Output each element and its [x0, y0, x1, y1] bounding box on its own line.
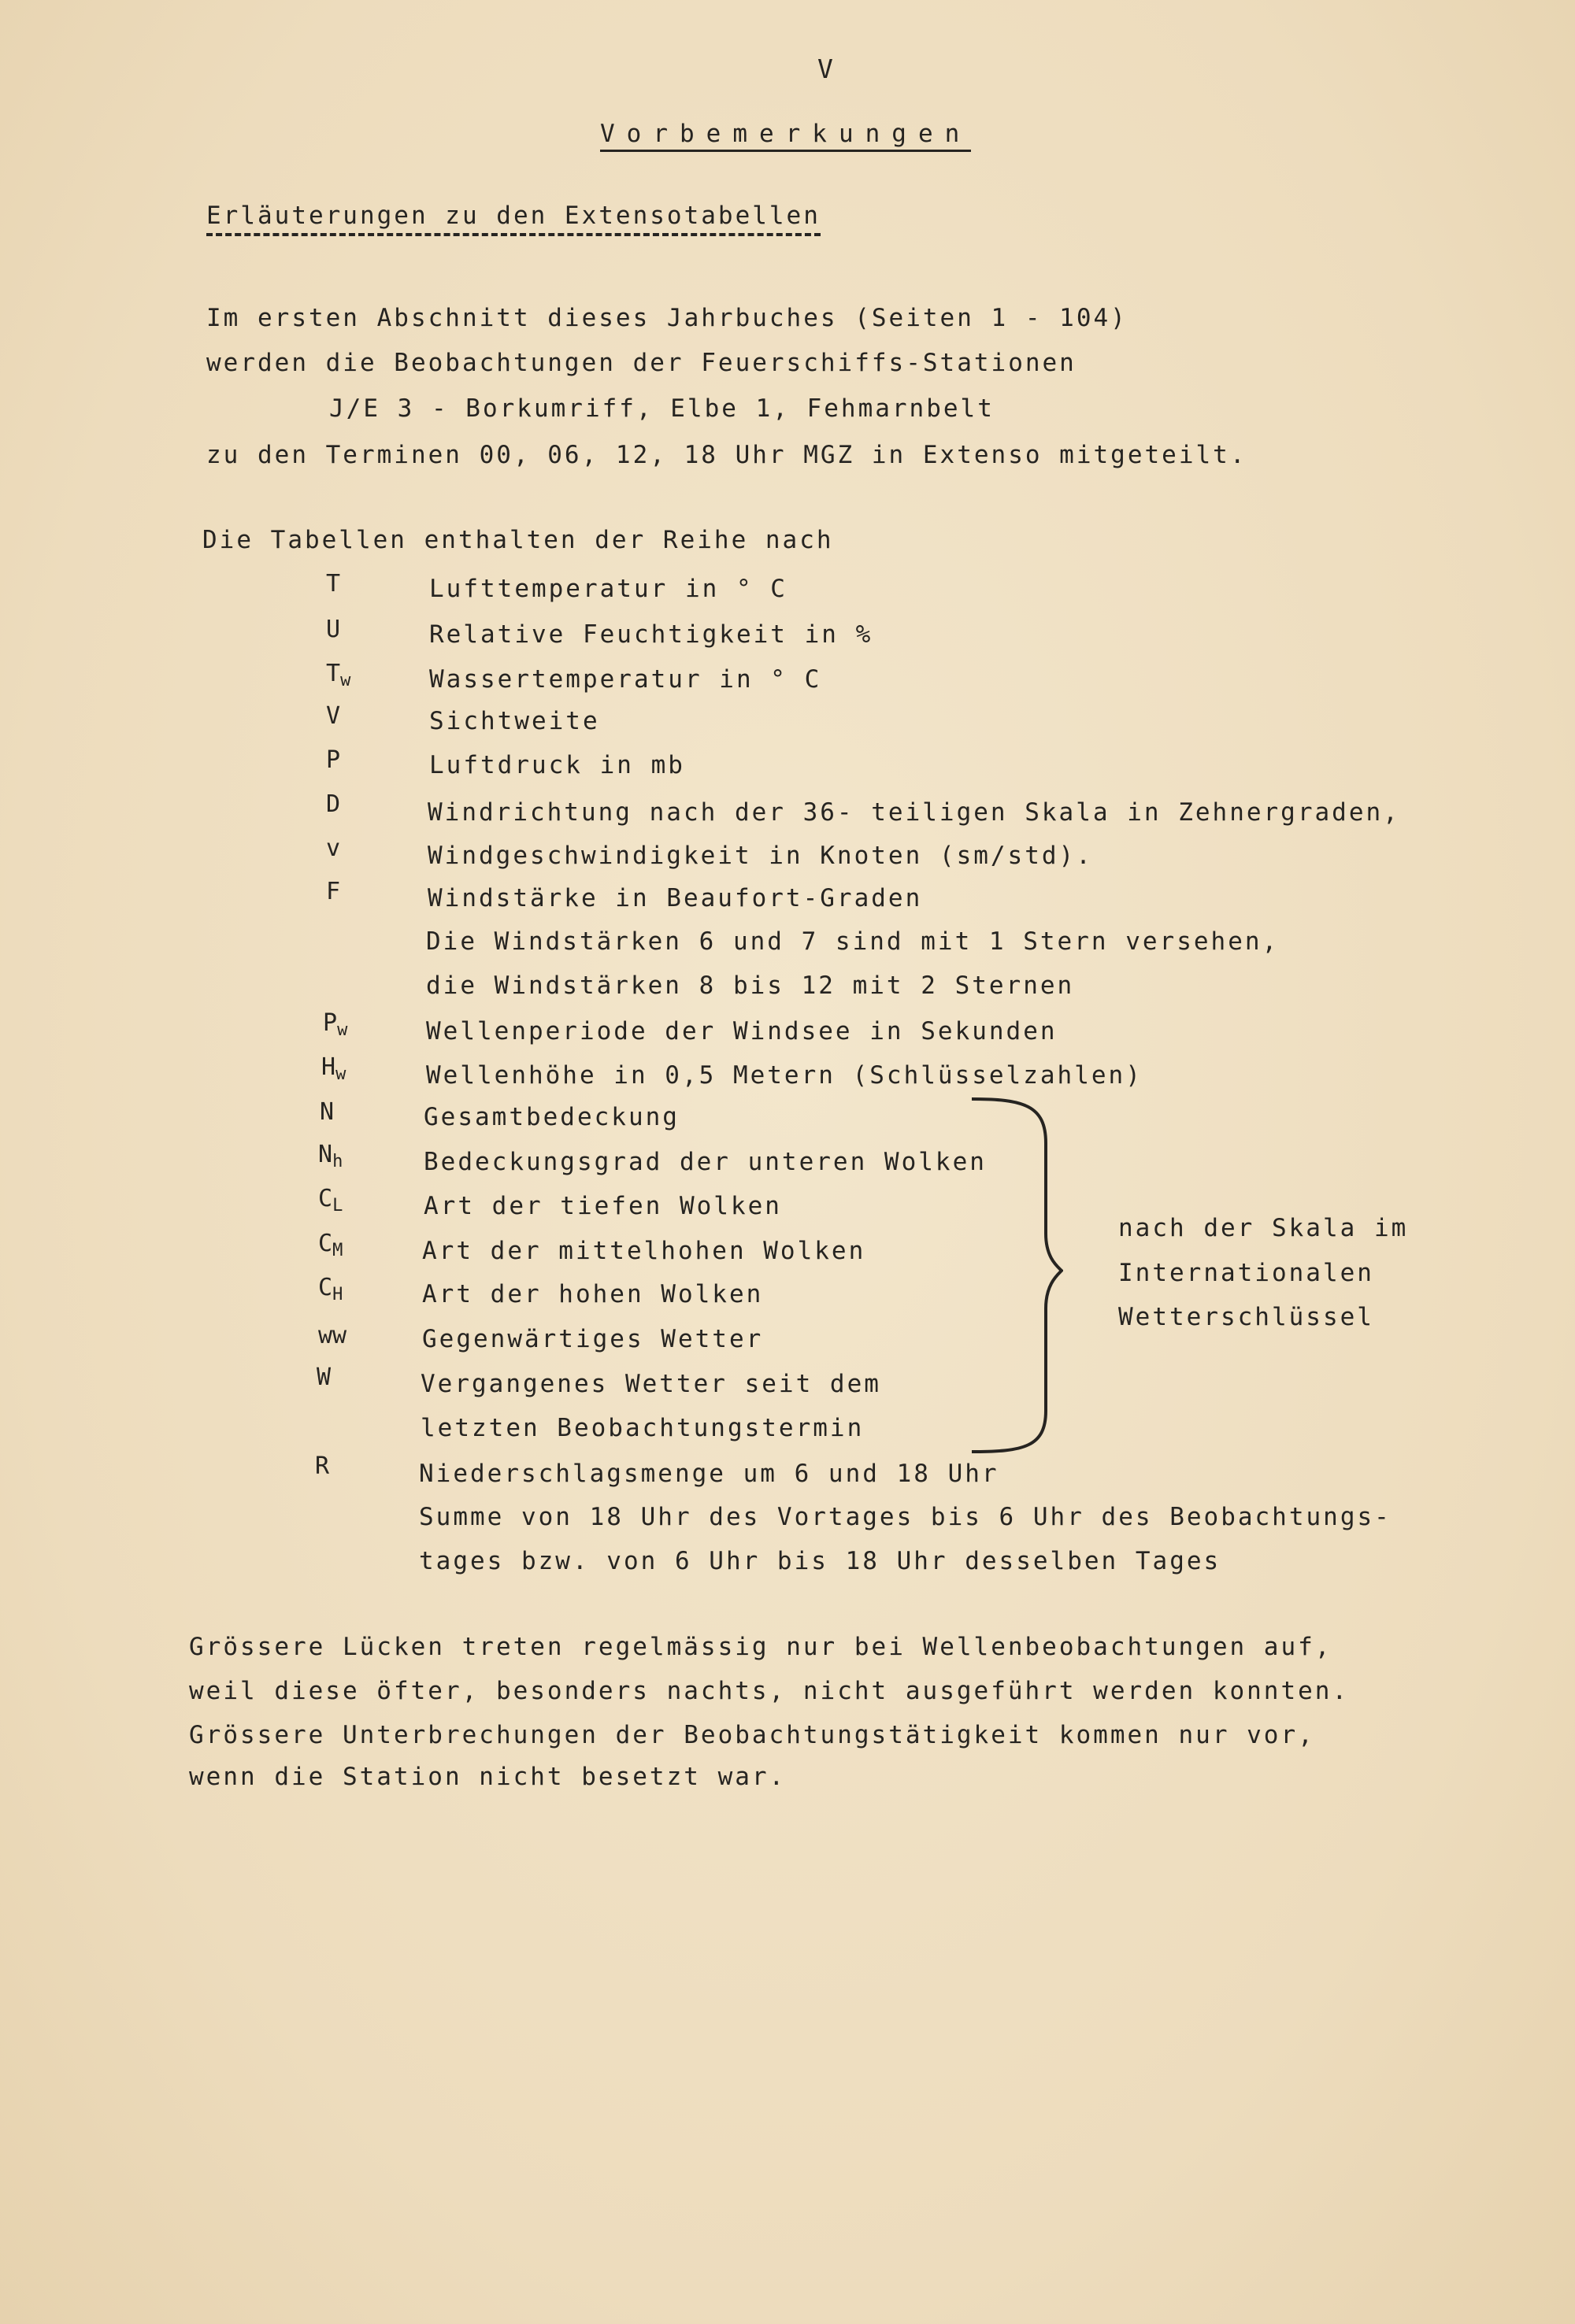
param-description: Die Windstärken 6 und 7 sind mit 1 Stern versehen,	[426, 927, 1280, 956]
param-description: Summe von 18 Uhr des Vortages bis 6 Uhr des Beobachtungs-	[419, 1503, 1392, 1531]
param-description: Sichtweite	[429, 707, 600, 735]
param-symbol: U	[326, 616, 341, 643]
param-description: Windstärke in Beaufort-Graden	[428, 884, 923, 912]
param-description: Niederschlagsmenge um 6 und 18 Uhr	[419, 1460, 999, 1488]
param-description: tages bzw. von 6 Uhr bis 18 Uhr desselben Tages	[419, 1547, 1221, 1575]
closing-line: weil diese öfter, besonders nachts, nicht ausgeführt werden konnten.	[189, 1677, 1350, 1705]
param-symbol: $C_L$	[318, 1185, 343, 1216]
intro-line: J/E 3 - Borkumriff, Elbe 1, Fehmarnbelt	[329, 394, 995, 423]
param-description: Gegenwärtiges Wetter	[422, 1325, 764, 1353]
param-description: Windgeschwindigkeit in Knoten (sm/std).	[428, 842, 1093, 870]
param-symbol: W	[317, 1364, 332, 1391]
param-symbol: $H_w$	[321, 1053, 346, 1084]
param-symbol: D	[326, 790, 341, 818]
param-description: die Windstärken 8 bis 12 mit 2 Sternen	[426, 971, 1075, 1000]
closing-line: Grössere Lücken treten regelmässig nur bei Wellenbeobachtungen auf,	[189, 1633, 1332, 1661]
param-symbol: $P_w$	[323, 1009, 348, 1040]
param-description: Relative Feuchtigkeit in %	[429, 620, 873, 649]
param-symbol: $C_H$	[318, 1274, 343, 1304]
param-description: Wellenhöhe in 0,5 Metern (Schlüsselzahlen)	[426, 1061, 1143, 1090]
param-symbol: F	[326, 878, 341, 905]
intro-line: zu den Terminen 00, 06, 12, 18 Uhr MGZ in Extenso mitgeteilt.	[206, 441, 1247, 469]
param-description: Wellenperiode der Windsee in Sekunden	[426, 1017, 1058, 1045]
param-description: Art der mittelhohen Wolken	[422, 1237, 866, 1265]
param-description: letzten Beobachtungstermin	[421, 1414, 865, 1442]
closing-line: Grössere Unterbrechungen der Beobachtungstätigkeit kommen nur vor,	[189, 1721, 1315, 1749]
param-description: Art der tiefen Wolken	[424, 1192, 782, 1220]
param-symbol: $C_M$	[318, 1230, 343, 1260]
list-intro: Die Tabellen enthalten der Reihe nach	[202, 526, 834, 554]
curly-brace-icon	[969, 1096, 1063, 1455]
param-symbol: ww	[318, 1322, 347, 1349]
intro-line: Im ersten Abschnitt dieses Jahrbuches (Seiten 1 - 104)	[206, 304, 1128, 332]
page-title: Vorbemerkungen	[600, 118, 971, 152]
page-number: V	[817, 54, 833, 84]
param-symbol: $N_h$	[318, 1141, 343, 1171]
param-symbol: T	[326, 570, 341, 598]
param-symbol: V	[326, 702, 341, 730]
param-description: Windrichtung nach der 36- teiligen Skala in Zehnergraden,	[428, 798, 1400, 827]
brace-note-line: nach der Skala im	[1118, 1214, 1409, 1242]
param-description: Vergangenes Wetter seit dem	[421, 1370, 881, 1398]
param-symbol: P	[326, 746, 341, 774]
closing-line: wenn die Station nicht besetzt war.	[189, 1763, 787, 1791]
param-symbol: N	[320, 1098, 335, 1126]
param-description: Art der hohen Wolken	[422, 1280, 764, 1308]
param-description: Lufttemperatur in ° C	[429, 575, 788, 603]
brace-note-line: Internationalen	[1118, 1259, 1374, 1287]
intro-line: werden die Beobachtungen der Feuerschiffs-Stationen	[206, 349, 1077, 377]
brace-note-line: Wetterschlüssel	[1118, 1303, 1374, 1331]
param-description: Bedeckungsgrad der unteren Wolken	[424, 1148, 987, 1176]
param-description: Luftdruck in mb	[429, 751, 685, 779]
param-symbol: $T_w$	[326, 660, 351, 690]
param-description: Gesamtbedeckung	[424, 1103, 680, 1131]
param-description: Wassertemperatur in ° C	[429, 665, 822, 694]
param-symbol: v	[326, 834, 341, 862]
section-heading: Erläuterungen zu den Extensotabellen	[206, 200, 821, 236]
param-symbol: R	[315, 1452, 330, 1480]
